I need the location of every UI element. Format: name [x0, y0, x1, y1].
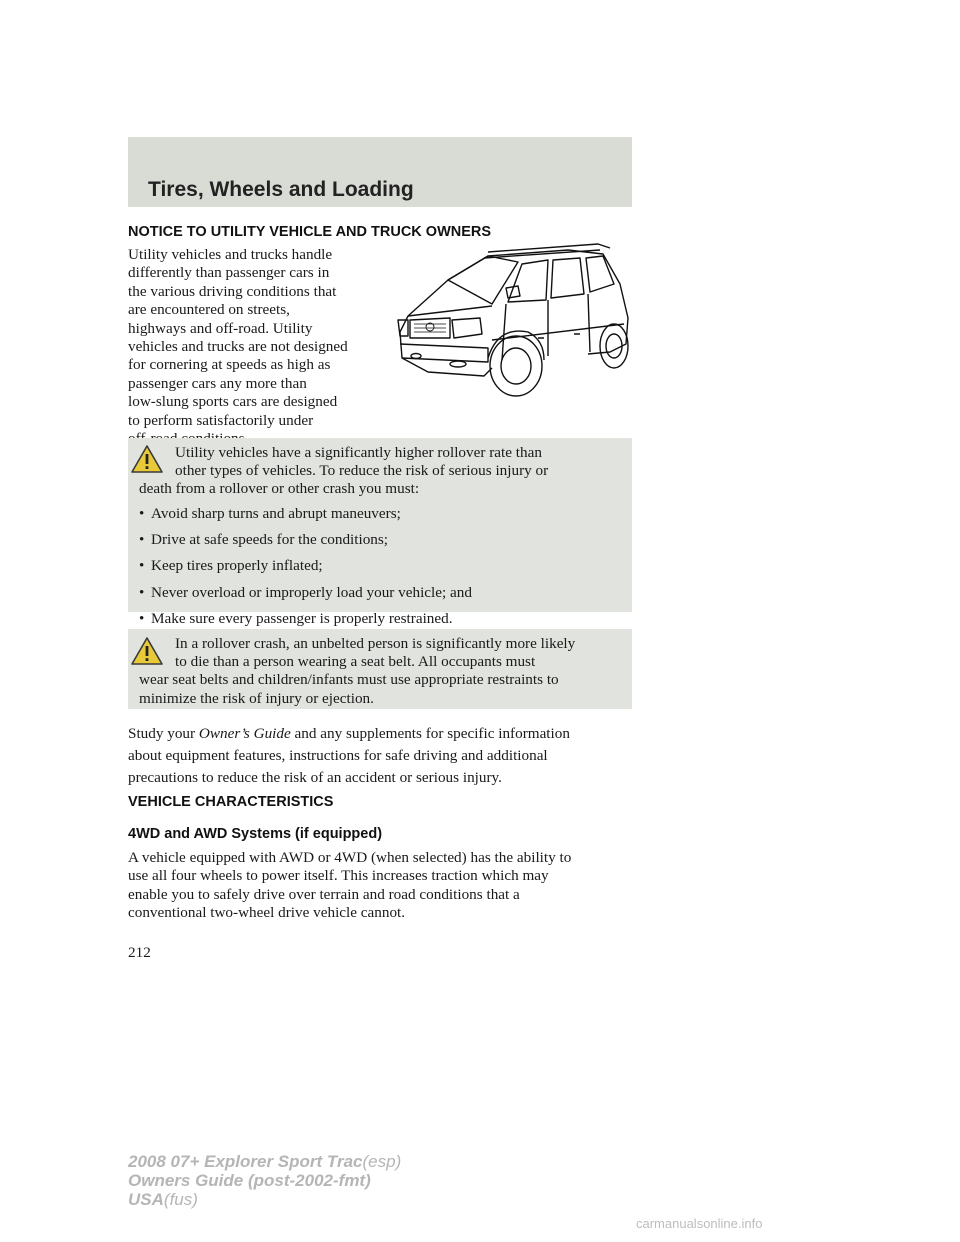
notice-paragraph	[128, 246, 388, 448]
text-line: low-slung sports cars are designed	[128, 393, 338, 411]
section-title: Tires, Wheels and Loading	[148, 178, 414, 201]
list-item: • Never overload or improperly load your vehicle; and	[139, 584, 620, 602]
text-line: about equipment features, instructions for safe driving and additional	[128, 747, 548, 764]
suv-illustration	[388, 240, 636, 400]
footer-line: Owners Guide (post-2002-fmt)	[128, 1171, 371, 1190]
notice-heading: NOTICE TO UTILITY VEHICLE AND TRUCK OWNERS	[128, 224, 492, 240]
text-line: differently than passenger cars in	[128, 264, 330, 282]
warning-line: other types of vehicles. To reduce the risk of serious injury or	[175, 462, 549, 480]
warning-line: minimize the risk of injury or ejection.	[139, 689, 374, 707]
document-footer	[128, 1152, 401, 1209]
footer-code: (fus)	[163, 1190, 198, 1209]
list-item: • Avoid sharp turns and abrupt maneuvers;	[139, 505, 620, 523]
text-line: use all four wheels to power itself. This increases traction which may	[128, 867, 549, 885]
warning-line: to die than a person wearing a seat belt. All occupants must	[175, 653, 536, 671]
warning-line: wear seat belts and children/infants must use appropriate restraints to	[139, 671, 559, 689]
page-number: 212	[128, 944, 151, 961]
list-item: • Drive at safe speeds for the conditions;	[139, 531, 620, 549]
text-line: A vehicle equipped with AWD or 4WD (when selected) has the ability to	[128, 849, 572, 866]
text-line: highways and off-road. Utility	[128, 319, 313, 337]
footer-line	[128, 1190, 401, 1209]
footer-model: 2008 07+ Explorer Sport Trac	[128, 1152, 363, 1171]
study-guide-paragraph	[128, 724, 632, 787]
text-line: passenger cars any more than	[128, 374, 307, 392]
warning-line: In a rollover crash, an unbelted person is significantly more likely	[175, 635, 576, 652]
text-line: to perform satisfactorily under	[128, 411, 314, 429]
text-line: precautions to reduce the risk of an accident or serious injury.	[128, 769, 502, 786]
text-line: vehicles and trucks are not designed	[128, 338, 348, 356]
text-line	[128, 724, 632, 743]
warning-line: death from a rollover or other crash you must:	[139, 480, 420, 498]
text-line: are encountered on streets,	[128, 301, 290, 319]
text-line: for cornering at speeds as high as	[128, 356, 331, 374]
awd-4wd-subheading: 4WD and AWD Systems (if equipped)	[128, 826, 383, 842]
warning-line: Utility vehicles have a significantly higher rollover rate than	[175, 444, 542, 461]
site-watermark: carmanualsonline.info	[636, 1216, 763, 1231]
warning-triangle-icon	[130, 444, 164, 474]
footer-code: (esp)	[362, 1152, 402, 1171]
list-item: • Keep tires properly inflated;	[139, 557, 620, 575]
text-fragment: and any supplements for specific information	[294, 725, 570, 742]
warning-box-rollover-rate	[128, 438, 632, 628]
text-line: conventional two-wheel drive vehicle cannot.	[128, 904, 406, 922]
awd-4wd-paragraph	[128, 849, 632, 923]
warning-bullet-list	[139, 505, 620, 629]
text-line: Utility vehicles and trucks handle	[128, 246, 333, 263]
list-item: • Make sure every passenger is properly restrained.	[139, 610, 620, 628]
warning-box-seat-belts	[128, 629, 632, 709]
owners-guide-title: Owner’s Guide	[198, 725, 291, 742]
vehicle-characteristics-heading: VEHICLE CHARACTERISTICS	[128, 794, 334, 810]
warning-triangle-icon	[130, 636, 164, 666]
text-line: the various driving conditions that	[128, 282, 337, 300]
text-fragment: Study your	[128, 725, 196, 742]
text-line: enable you to safely drive over terrain and road conditions that a	[128, 885, 520, 903]
footer-line	[128, 1152, 401, 1171]
footer-market: USA	[128, 1190, 164, 1209]
